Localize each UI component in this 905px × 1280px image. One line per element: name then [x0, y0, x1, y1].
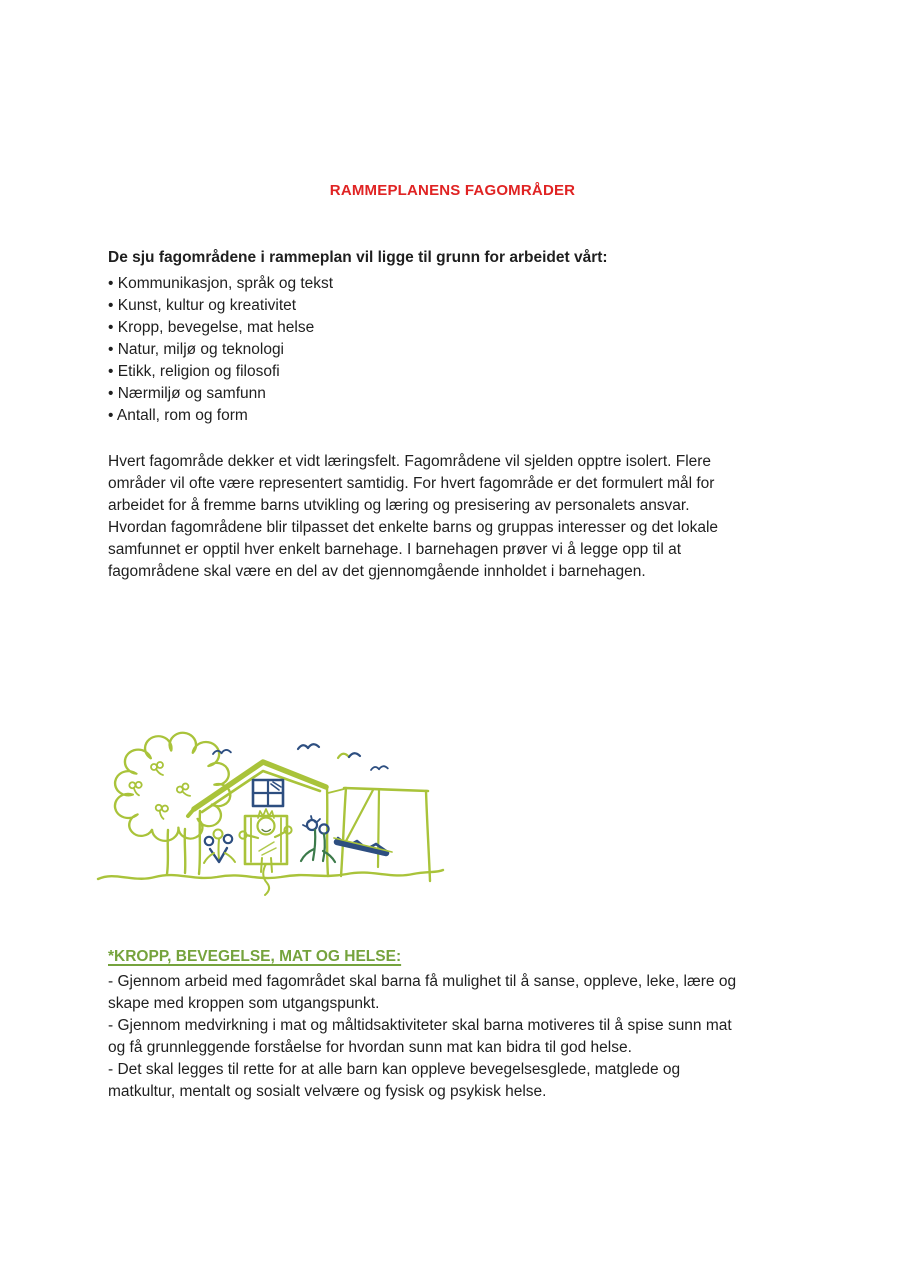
- intro-heading: De sju fagområdene i rammeplan vil ligge til grunn for arbeidet vårt:: [108, 249, 608, 266]
- bullet-item: • Etikk, religion og filosofi: [108, 363, 280, 380]
- ground-line: [98, 870, 443, 879]
- section-line: - Gjennom medvirkning i mat og måltidsaktiviteter skal barna motiveres til å spise sunn mat: [108, 1017, 732, 1034]
- bird-icon: [371, 766, 388, 770]
- body-paragraph: [108, 451, 718, 583]
- paragraph-line: områder vil ofte være representert samtidig. For hvert fagområde er det formulert mål for: [108, 475, 715, 492]
- bullet-item: • Natur, miljø og teknologi: [108, 341, 285, 358]
- bird-icon: [213, 750, 231, 754]
- paragraph-line: samfunnet er opptil hver enkelt barnehage. I barnehagen prøver vi å legge opp til at: [108, 541, 682, 558]
- fagomrader-bullet-list: [108, 273, 333, 427]
- bullet-item: • Kropp, bevegelse, mat helse: [108, 319, 315, 336]
- page-title: RAMMEPLANENS FAGOMRÅDER: [329, 182, 576, 199]
- section-heading: *KROPP, BEVEGELSE, MAT OG HELSE:: [108, 948, 402, 965]
- bullet-item: • Nærmiljø og samfunn: [108, 385, 266, 402]
- trunk-knot: [169, 838, 182, 861]
- paragraph-line: Hvert fagområde dekker et vidt læringsfelt. Fagområdene vil sjelden opptre isolert. Flere: [108, 453, 712, 470]
- section-line: skape med kroppen som utgangspunkt.: [108, 995, 380, 1012]
- section-body: [108, 971, 736, 1103]
- section-line: og få grunnleggende forståelse for hvordan sunn mat kan bidra til god helse.: [108, 1039, 632, 1056]
- person: [239, 809, 291, 895]
- paragraph-line: arbeidet for å fremme barns utvikling og læring og presisering av personalets ansvar.: [108, 497, 690, 514]
- bullet-item: • Kunst, kultur og kreativitet: [108, 297, 297, 314]
- house: [188, 762, 328, 876]
- child-drawing-image: [95, 730, 445, 900]
- bullet-item: • Kommunikasjon, språk og tekst: [108, 275, 334, 292]
- bird-icon: [338, 753, 360, 758]
- window: [253, 780, 283, 806]
- birds: [213, 744, 388, 770]
- bullet-item: • Antall, rom og form: [108, 407, 248, 424]
- flower-bed-left: [204, 830, 235, 865]
- door: [245, 816, 287, 864]
- paragraph-line: fagområdene skal være en del av det gjennomgående innholdet i barnehagen.: [108, 563, 646, 580]
- section-line: matkultur, mentalt og sosialt velvære og fysisk og psykisk helse.: [108, 1083, 547, 1100]
- swing-set: [328, 788, 430, 881]
- section-line: - Gjennom arbeid med fagområdet skal barna få mulighet til å sanse, oppleve, leke, lære og: [108, 973, 737, 990]
- paragraph-line: Hvordan fagområdene blir tilpasset det enkelte barns og gruppas interesser og det lokale: [108, 519, 719, 536]
- section-line: - Det skal legges til rette for at alle barn kan oppleve bevegelsesglede, matglede og: [108, 1061, 681, 1078]
- bird-icon: [298, 744, 319, 749]
- flower-bed-right: [301, 816, 336, 866]
